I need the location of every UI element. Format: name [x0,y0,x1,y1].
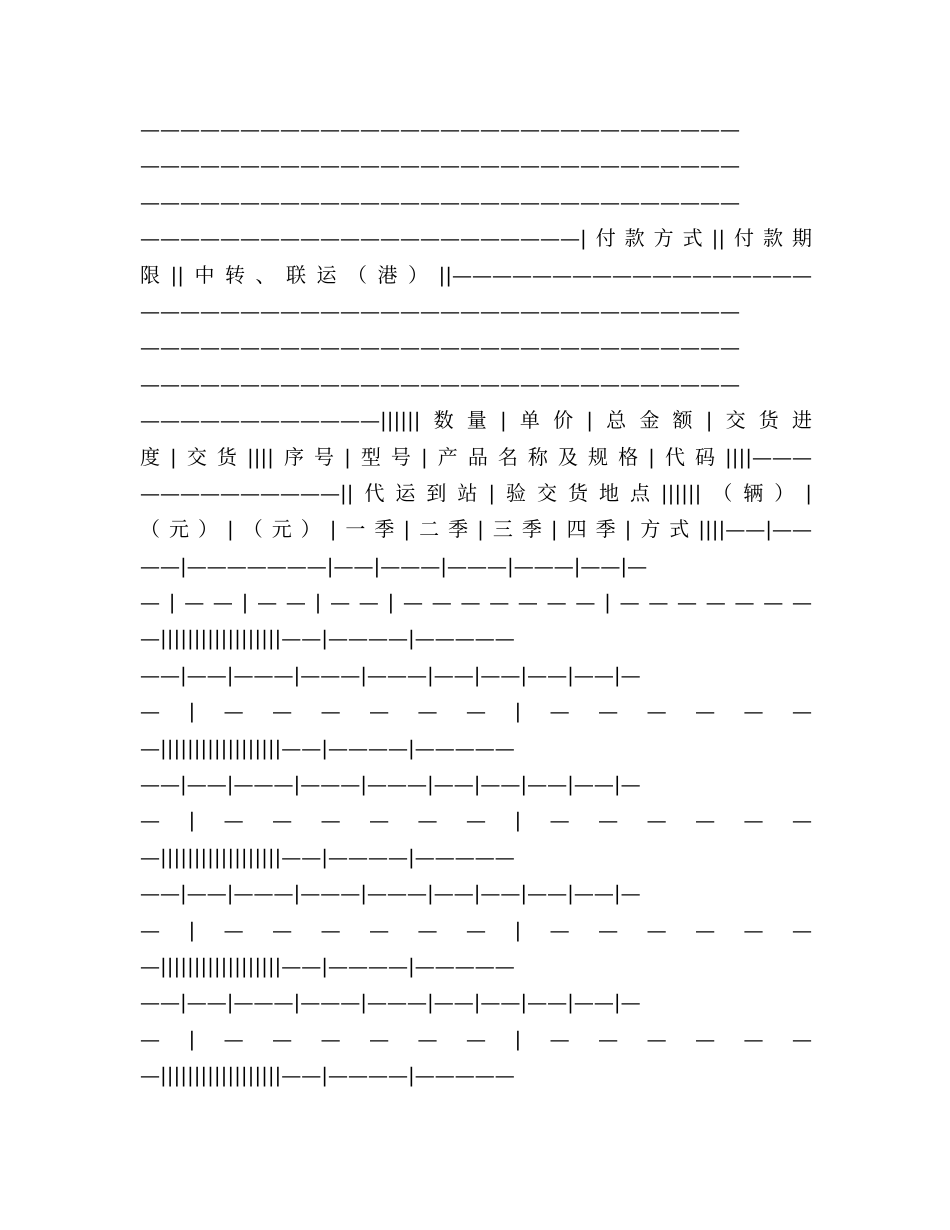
text-line: —————————————————————————————— [140,189,740,214]
text-line: —————————————————————————————— [140,371,740,396]
text-line: 限||中转、联运（港）||—————————————————— [140,262,812,287]
text-line: —————————————————————————————— [140,298,740,323]
text-line: 度|交货||||序号|型号|产品名称及规格|代码||||——— [140,444,812,469]
text-line: —||||||||||||||||||——|————|————— [140,735,515,760]
text-line: ——————————||代运到站|验交货地点||||||（辆）| [140,480,812,505]
text-line: ————————————||||||数量|单价|总金额|交货进 [140,408,812,433]
text-line: —————————————————————————————— [140,335,740,360]
text-line: — | — — — — — — | — — — — — — [140,808,812,833]
text-line: ——————————————————————|付款方式||付款期 [140,226,812,251]
text-line: — | — — — — — — | — — — — — — [140,699,812,724]
text-line: — | — — — — — — | — — — — — — [140,917,812,942]
text-line: ——|———————|——|———|———|———|——|— [140,553,648,578]
text-line: — | — — | — — | — — | — — — — — — — | — — — — — — — [140,590,812,615]
text-line: —||||||||||||||||||——|————|————— [140,844,515,869]
contract-form-text [140,111,812,1094]
text-line: ——|——|———|———|———|——|——|——|——|— [140,662,641,687]
text-line: —||||||||||||||||||——|————|————— [140,953,515,978]
text-line: —||||||||||||||||||——|————|————— [140,1063,515,1088]
text-line: ——|——|———|———|———|——|——|——|——|— [140,990,641,1015]
text-line: — | — — — — — — | — — — — — — [140,1026,812,1051]
text-line: —||||||||||||||||||——|————|————— [140,626,515,651]
text-line: ——|——|———|———|———|——|——|——|——|— [140,881,641,906]
text-line: （元）|（元）|一季|二季|三季|四季|方式||||——|—— [140,517,812,542]
text-line: ——|——|———|———|———|——|——|——|——|— [140,772,641,797]
text-line: —————————————————————————————— [140,117,740,141]
text-line: —————————————————————————————— [140,153,740,178]
